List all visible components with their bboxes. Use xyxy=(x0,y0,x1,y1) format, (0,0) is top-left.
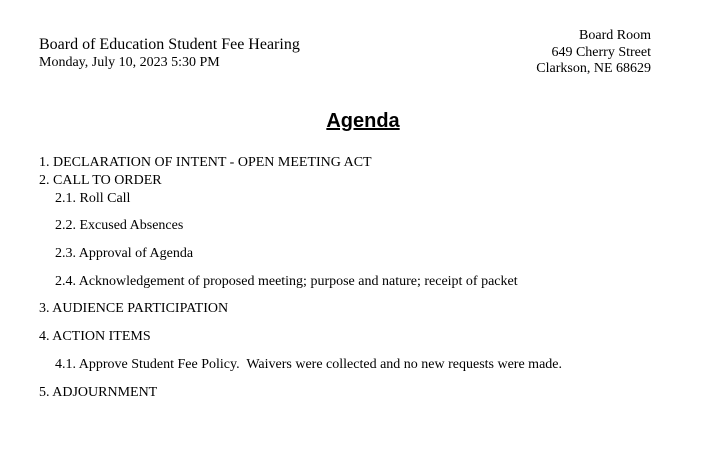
location-room: Board Room xyxy=(579,28,651,43)
meeting-location xyxy=(536,28,651,78)
location-city: Clarkson, NE 68629 xyxy=(536,61,651,76)
agenda-item-3: 3. AUDIENCE PARTICIPATION xyxy=(39,301,229,316)
agenda-item-2-1: 2.1. Roll Call xyxy=(55,191,131,206)
agenda-heading: Agenda xyxy=(326,110,400,132)
meeting-title: Board of Education Student Fee Hearing xyxy=(39,36,300,53)
agenda-item-4: 4. ACTION ITEMS xyxy=(39,329,151,344)
agenda-item-1: 1. DECLARATION OF INTENT - OPEN MEETING ACT xyxy=(39,155,372,170)
agenda-item-4-1: 4.1. Approve Student Fee Policy. Waivers were collected and no new requests were made. xyxy=(55,357,563,372)
location-street: 649 Cherry Street xyxy=(551,44,651,60)
agenda-item-2-2: 2.2. Excused Absences xyxy=(55,218,184,233)
agenda-item-5: 5. ADJOURNMENT xyxy=(39,385,158,400)
meeting-datetime: Monday, July 10, 2023 5:30 PM xyxy=(39,55,220,70)
agenda-item-2: 2. CALL TO ORDER xyxy=(39,173,162,188)
agenda-item-2-3: 2.3. Approval of Agenda xyxy=(55,246,194,261)
meeting-info xyxy=(39,36,300,72)
agenda-item-2-4: 2.4. Acknowledgement of proposed meeting; purpose and nature; receipt of packet xyxy=(55,274,518,289)
